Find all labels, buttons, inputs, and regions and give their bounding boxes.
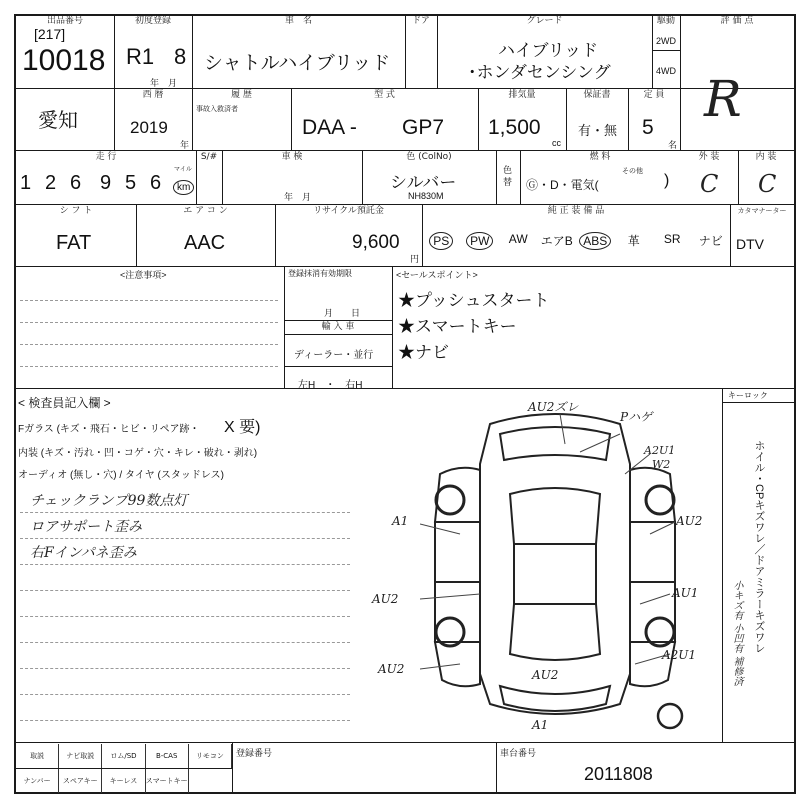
v1 bbox=[114, 14, 115, 150]
inspection-label: 車 検 bbox=[281, 152, 303, 162]
model-code: GP7 bbox=[402, 116, 445, 139]
handwritten-note-1: チェックランプ99数点灯 bbox=[30, 493, 188, 509]
equipment-item-label: ABS bbox=[579, 232, 611, 250]
outer-right bbox=[794, 14, 796, 794]
accessory-item: ナンバー bbox=[16, 769, 59, 793]
note-line-6 bbox=[20, 642, 350, 643]
recycle-unit: 円 bbox=[410, 254, 420, 264]
notes-bottom bbox=[14, 388, 796, 389]
front-bumper bbox=[500, 427, 610, 460]
mileage-digit-3: 6 bbox=[70, 172, 82, 194]
sales-point-2: ★スマートキー bbox=[398, 317, 517, 336]
rear-window bbox=[510, 604, 600, 660]
note-line-1 bbox=[20, 512, 350, 513]
sidebar-note-1: ホイル・CPキズワレ／ドアミラーキズワレ bbox=[753, 440, 765, 654]
mileage-unit-mile: マイル bbox=[174, 167, 192, 173]
caution-label: <注意事項> bbox=[120, 270, 167, 280]
inspector-label: < 検査員記入欄 > bbox=[18, 396, 111, 410]
mileage-unit: km bbox=[173, 180, 194, 195]
equipment-item-label: PW bbox=[466, 232, 493, 250]
caution-line-4 bbox=[20, 366, 278, 367]
annotation-lf-door: A1 bbox=[392, 514, 409, 528]
v22 bbox=[392, 266, 393, 388]
h-import-top bbox=[284, 320, 392, 321]
wheel-lf bbox=[436, 486, 464, 514]
left-rear-door bbox=[435, 582, 480, 642]
history-sub: 事故入救済者 bbox=[196, 106, 238, 113]
frame-label: 車台番号 bbox=[500, 748, 537, 758]
warranty-label: 保証書 bbox=[583, 90, 611, 100]
capacity-label: 定 員 bbox=[643, 90, 665, 100]
row1-bottom bbox=[14, 88, 796, 89]
lot-sub: [217] bbox=[34, 26, 66, 42]
year-label: 西 暦 bbox=[142, 90, 164, 100]
note-line-8 bbox=[20, 694, 350, 695]
expiry-label: 登録抹消有効期限 bbox=[288, 269, 352, 278]
handle-side: 左H ・ 右H bbox=[298, 380, 363, 391]
annotation-rr-door: AU1 bbox=[672, 586, 699, 600]
outer-left bbox=[14, 14, 16, 794]
recycle-label: リサイクル預託金 bbox=[313, 206, 384, 216]
sales-label: <セールスポイント> bbox=[396, 270, 478, 280]
color-code: NH830M bbox=[408, 191, 444, 201]
model-year: 2019 bbox=[130, 118, 168, 137]
annotation-lr-door: AU2 bbox=[372, 592, 399, 606]
capacity-unit: 名 bbox=[668, 140, 678, 150]
annotation-bonnet: Pハゲ bbox=[620, 410, 653, 424]
caution-line-1 bbox=[20, 300, 278, 301]
wheel-rf bbox=[646, 486, 674, 514]
drive-4wd: 4WD bbox=[656, 66, 676, 76]
right-front-fender bbox=[630, 468, 675, 522]
row2-bottom bbox=[14, 150, 796, 151]
reg-label: 初度登録 bbox=[134, 16, 171, 26]
model-label: 型 式 bbox=[374, 90, 395, 100]
note-line-7 bbox=[20, 668, 350, 669]
equipment-list bbox=[422, 222, 730, 266]
equipment-item-label: ナビ bbox=[698, 234, 723, 248]
shift: FAT bbox=[56, 232, 92, 254]
lot-label: 出品番号 bbox=[46, 16, 83, 26]
right-rear-door bbox=[630, 582, 675, 642]
mileage-digit-4: 9 bbox=[100, 172, 112, 194]
h-import-mid bbox=[284, 334, 392, 335]
handwritten-note-2: ロアサポート歪み bbox=[30, 519, 142, 535]
exterior-grade: C bbox=[700, 170, 719, 198]
equipment-item bbox=[653, 232, 692, 246]
capacity: 5 bbox=[642, 116, 654, 139]
note-line-2 bbox=[20, 538, 350, 539]
car-name-label: 車 名 bbox=[284, 16, 312, 26]
equipment-item bbox=[692, 232, 731, 249]
reg-no-label: 登録番号 bbox=[236, 748, 273, 758]
grade-line1: ハイブリッド bbox=[498, 41, 599, 60]
drive-2wd: 2WD bbox=[656, 36, 676, 46]
left-front-door bbox=[435, 522, 480, 582]
mileage-label: 走 行 bbox=[95, 152, 117, 162]
fuel-other: その他 bbox=[622, 168, 643, 175]
v-sidebar bbox=[722, 388, 723, 742]
accessory-item: ナビ取説 bbox=[59, 744, 102, 768]
v2 bbox=[192, 14, 193, 150]
h-import-bot bbox=[284, 366, 392, 367]
frame-number: 2011808 bbox=[584, 764, 653, 784]
right-front-door bbox=[630, 522, 675, 582]
annotation-front-bumper: AU2ズレ bbox=[528, 400, 579, 414]
sidebar-note-2: 小キズ有 小凹有 補修済 bbox=[731, 580, 742, 687]
accessory-item: スマートキー bbox=[146, 769, 189, 793]
door-label: ドア bbox=[412, 16, 430, 26]
color-label: 色 (ColNo) bbox=[406, 152, 452, 162]
rear-bumper bbox=[500, 686, 610, 711]
annotation-lr-fender: AU2 bbox=[378, 662, 405, 676]
ac-label: エ ア コ ン bbox=[183, 206, 228, 216]
tv: DTV bbox=[736, 236, 764, 252]
accessory-item: スペアキー bbox=[59, 769, 102, 793]
row3-bottom bbox=[14, 204, 796, 205]
sales-point-3: ★ナビ bbox=[398, 343, 449, 362]
drive-label: 駆動 bbox=[656, 16, 675, 26]
grade-line2: ･ホンダセンシング bbox=[468, 63, 611, 82]
glass-mark: X 要) bbox=[224, 419, 261, 436]
lot-number: 10018 bbox=[22, 44, 106, 77]
interior-label: 内 装 bbox=[755, 152, 777, 162]
import-type: ディーラー・並行 bbox=[294, 350, 374, 361]
fuel-options: Ⓖ・D・電気( bbox=[526, 178, 599, 192]
equipment-item bbox=[615, 232, 654, 249]
grade-label: グレード bbox=[526, 16, 563, 26]
note-line-9 bbox=[20, 720, 350, 721]
caution-line-3 bbox=[20, 344, 278, 345]
expiry-unit: 月 日 bbox=[324, 308, 361, 318]
annotation-rear-glass: AU2 bbox=[532, 668, 559, 682]
caution-line-2 bbox=[20, 322, 278, 323]
year-unit: 年 bbox=[180, 140, 190, 150]
equipment-item-label: エアB bbox=[540, 234, 573, 248]
equipment-label: 純 正 装 備 品 bbox=[547, 206, 605, 216]
annotation-rf-fender-2: W2 bbox=[652, 458, 671, 471]
accessory-item: ロム/SD bbox=[102, 744, 145, 768]
annotation-rear-bumper: A1 bbox=[532, 718, 549, 732]
accessory-row-1 bbox=[16, 744, 232, 768]
warranty: 有・無 bbox=[578, 123, 618, 138]
handwritten-note-3: 右Fインパネ歪み bbox=[30, 545, 137, 561]
sw-label: S/# bbox=[200, 152, 218, 162]
score-label: 評 価 点 bbox=[720, 16, 754, 26]
mileage-digit-5: 5 bbox=[125, 172, 137, 194]
annotation-rf-door: AU2 bbox=[676, 514, 703, 528]
left-front-fender bbox=[435, 468, 480, 522]
key-lock-label: キーロック bbox=[728, 391, 768, 400]
footer-top bbox=[14, 742, 796, 743]
v14 bbox=[496, 150, 497, 204]
interior-line: 内装 (キズ・汚れ・凹・コゲ・穴・キレ・破れ・剥れ) bbox=[18, 448, 258, 459]
car-name: シャトルハイブリッド bbox=[204, 53, 391, 74]
accessory-item: B-CAS bbox=[146, 744, 189, 768]
tv-label: カタマナーター bbox=[737, 207, 787, 215]
equipment-item bbox=[576, 232, 615, 250]
note-line-4 bbox=[20, 590, 350, 591]
drive-split bbox=[652, 50, 680, 51]
roof bbox=[514, 544, 596, 604]
score-value: R bbox=[704, 70, 742, 128]
color-change: 色替 bbox=[503, 165, 513, 187]
vf1 bbox=[232, 742, 233, 794]
equipment-item bbox=[499, 232, 538, 246]
inspection-unit: 年 月 bbox=[284, 192, 312, 202]
recycle-fee: 9,600 bbox=[352, 232, 400, 253]
region: 愛知 bbox=[38, 110, 78, 132]
reg-unit: 年 月 bbox=[150, 78, 178, 88]
accessory-item: リモコン bbox=[189, 744, 232, 768]
exterior-label: 外 装 bbox=[698, 152, 720, 162]
aircon: AAC bbox=[184, 232, 226, 254]
accessory-item: キーレス bbox=[102, 769, 145, 793]
spare-wheel bbox=[658, 704, 682, 728]
cc-unit: cc bbox=[552, 138, 561, 148]
audio-line: オーディオ (無し・穴) / タイヤ (スタッドレス) bbox=[18, 470, 224, 481]
reg-month: 8 bbox=[174, 44, 187, 69]
equipment-item bbox=[422, 232, 461, 250]
h-keylock bbox=[722, 402, 796, 403]
import-label: 輸 入 車 bbox=[321, 322, 355, 332]
model-prefix: DAA - bbox=[302, 116, 357, 139]
equipment-item bbox=[461, 232, 500, 250]
accessory-row-2 bbox=[16, 769, 232, 793]
vf2 bbox=[496, 742, 497, 794]
history-label: 履 歴 bbox=[231, 90, 252, 100]
note-line-5 bbox=[20, 616, 350, 617]
mileage-digit-2: 2 bbox=[45, 172, 57, 194]
annotation-rr-fender: A2U1 bbox=[662, 648, 697, 662]
color: シルバー bbox=[390, 173, 457, 192]
annotation-rf-fender: A2U1 bbox=[644, 444, 676, 457]
accessory-item: 取説 bbox=[16, 744, 59, 768]
v6 bbox=[680, 14, 681, 150]
equipment-item bbox=[538, 232, 577, 249]
interior-grade: C bbox=[758, 170, 777, 198]
glass-line: Fガラス (キズ・飛石・ヒビ・リペア跡・ bbox=[18, 424, 200, 435]
reg-era: R1 bbox=[126, 44, 155, 69]
cc-label: 排気量 bbox=[508, 90, 536, 100]
mileage-digit-6: 6 bbox=[150, 172, 162, 194]
shift-label: シ フ ト bbox=[59, 206, 93, 216]
mileage-digit-1: 1 bbox=[20, 172, 32, 194]
row4-bottom bbox=[14, 266, 796, 267]
fuel-label: 燃 料 bbox=[589, 152, 611, 162]
fuel-close: ) bbox=[664, 172, 670, 189]
equipment-item-label: 革 bbox=[627, 234, 640, 248]
displacement: 1,500 bbox=[488, 116, 541, 139]
equipment-item-label: SR bbox=[663, 232, 681, 246]
equipment-item-label: PS bbox=[429, 232, 453, 250]
windshield bbox=[510, 488, 600, 544]
note-line-3 bbox=[20, 564, 350, 565]
sales-point-1: ★プッシュスタート bbox=[398, 291, 550, 310]
equipment-item-label: AW bbox=[508, 232, 528, 246]
